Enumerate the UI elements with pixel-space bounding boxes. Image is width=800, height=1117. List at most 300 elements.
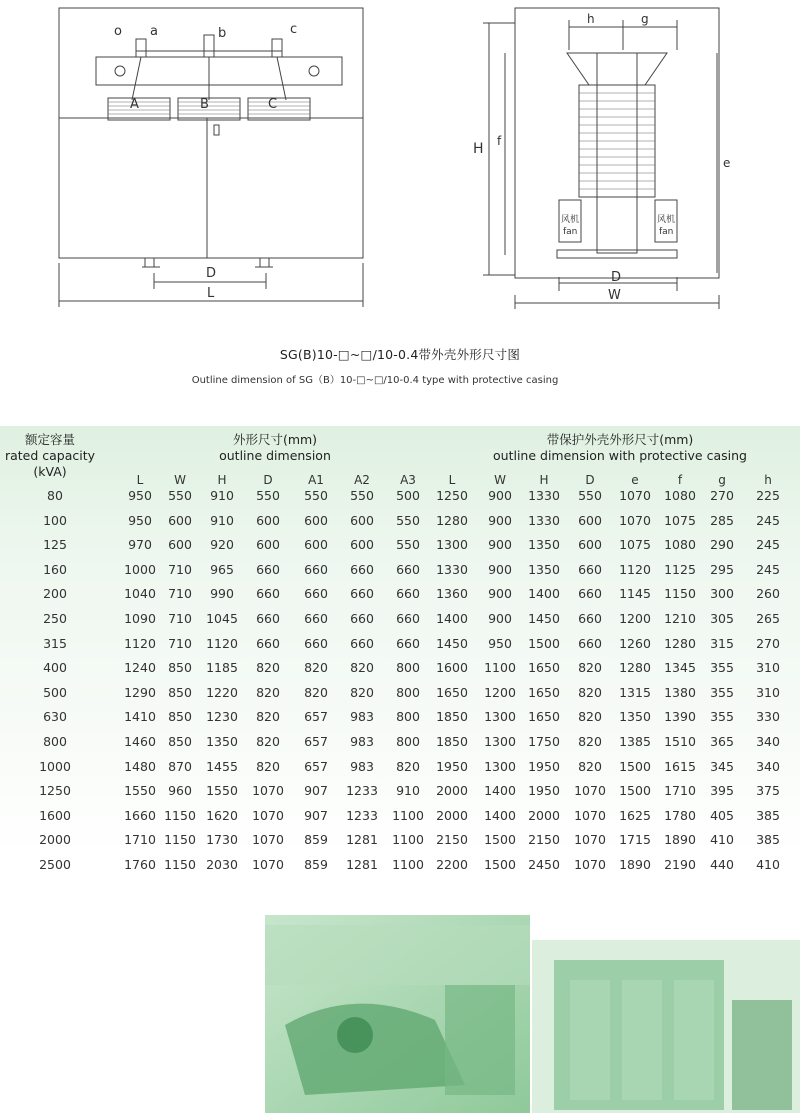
rated-capacity-cell: 100: [43, 512, 67, 528]
outline-dimension-cn: 外形尺寸(mm): [232, 432, 318, 447]
table-cell: 660: [396, 561, 420, 577]
column-header: A1: [308, 473, 324, 487]
table-cell: 1500: [619, 758, 651, 774]
table-cell: 820: [396, 758, 420, 774]
rated-capacity-cell: 2500: [39, 857, 71, 872]
table-cell: 1100: [392, 807, 424, 823]
table-cell: 1625: [619, 807, 651, 823]
table-cell: 1200: [619, 611, 651, 626]
table-cell: 660: [578, 586, 602, 602]
table-row: [0, 537, 800, 560]
table-cell: 2030: [206, 857, 238, 872]
label-f: f: [497, 134, 502, 148]
table-row: [0, 660, 800, 683]
side-view-diagram: [465, 5, 765, 310]
table-cell: 657: [304, 758, 328, 774]
figure-caption-cn: SG(B)10-□~□/10-0.4带外壳外形尺寸图: [279, 347, 521, 362]
table-cell: 1240: [124, 660, 156, 676]
table-cell: 850: [168, 709, 192, 725]
table-cell: 1330: [436, 561, 468, 577]
table-cell: 600: [256, 512, 280, 528]
table-cell: 1715: [619, 832, 651, 848]
table-cell: 600: [256, 537, 280, 553]
column-header: A3: [400, 473, 416, 487]
table-cell: 1650: [528, 684, 560, 700]
outline-dimension-header: [190, 432, 360, 464]
table-cell: 710: [168, 635, 192, 651]
label-a: a: [150, 24, 158, 39]
table-cell: 983: [350, 709, 374, 725]
table-row: [0, 734, 800, 757]
table-cell: 820: [350, 684, 374, 700]
table-cell: 660: [396, 635, 420, 651]
table-cell: 900: [488, 611, 512, 626]
table-cell: 1260: [619, 635, 651, 651]
table-cell: 1233: [346, 783, 378, 799]
table-cell: 260: [756, 586, 780, 602]
table-cell: 1145: [619, 586, 651, 602]
table-cell: 1100: [392, 857, 424, 872]
table-row: [0, 562, 800, 585]
table-cell: 550: [304, 488, 328, 503]
table-cell: 900: [488, 586, 512, 602]
table-cell: 820: [578, 758, 602, 774]
table-cell: 1450: [436, 635, 468, 651]
table-row: [0, 709, 800, 732]
rated-capacity-cell: 125: [43, 537, 67, 553]
rated-capacity-cell: 500: [43, 684, 67, 700]
casing-dimension-cn: 带保护外壳外形尺寸(mm): [546, 432, 694, 447]
table-cell: 1780: [664, 807, 696, 823]
table-cell: 820: [256, 660, 280, 676]
table-cell: 550: [168, 488, 192, 503]
label-A: A: [130, 97, 139, 112]
table-cell: 1760: [124, 857, 156, 872]
table-cell: 1330: [528, 512, 560, 528]
table-cell: 1350: [528, 537, 560, 553]
table-cell: 660: [578, 635, 602, 651]
rated-capacity-cell: 250: [43, 611, 67, 626]
fan-right-en: fan: [659, 227, 674, 237]
table-cell: 270: [756, 635, 780, 651]
table-row: [0, 832, 800, 855]
table-cell: 1410: [124, 709, 156, 725]
factory-photo-left: [265, 915, 530, 1113]
table-cell: 1280: [619, 660, 651, 676]
table-cell: 1400: [528, 586, 560, 602]
table-cell: 1125: [664, 561, 696, 577]
table-cell: 2000: [436, 807, 468, 823]
rated-capacity-cell: 630: [43, 709, 67, 725]
table-cell: 365: [710, 734, 734, 749]
table-cell: 355: [710, 709, 734, 725]
table-cell: 1150: [164, 807, 196, 823]
table-cell: 310: [756, 684, 780, 700]
table-cell: 1040: [124, 586, 156, 602]
table-cell: 1850: [436, 709, 468, 725]
table-cell: 1070: [252, 857, 284, 872]
table-cell: 950: [128, 512, 152, 528]
table-cell: 1345: [664, 660, 696, 676]
table-cell: 660: [256, 561, 280, 577]
rated-capacity-en: rated capacity: [4, 448, 96, 463]
column-header: D: [263, 473, 273, 487]
table-cell: 1950: [436, 758, 468, 774]
table-cell: 1080: [664, 488, 696, 503]
table-cell: 1220: [206, 684, 238, 700]
table-cell: 1300: [484, 709, 516, 725]
table-cell: 1500: [619, 783, 651, 799]
table-cell: 660: [304, 635, 328, 651]
table-cell: 2150: [436, 832, 468, 848]
table-cell: 2200: [436, 857, 468, 872]
table-cell: 660: [256, 611, 280, 626]
table-cell: 310: [756, 660, 780, 676]
table-cell: 1120: [619, 561, 651, 577]
table-row: [0, 808, 800, 831]
table-cell: 1070: [574, 783, 606, 799]
table-cell: 850: [168, 660, 192, 676]
table-row: [0, 513, 800, 536]
rated-capacity-header: [0, 432, 100, 480]
table-cell: 660: [350, 611, 374, 626]
table-cell: 660: [350, 586, 374, 602]
table-cell: 910: [210, 512, 234, 528]
table-cell: 1650: [528, 709, 560, 725]
table-cell: 820: [578, 709, 602, 725]
table-cell: 330: [756, 709, 780, 725]
table-cell: 300: [710, 586, 734, 602]
table-cell: 2000: [528, 807, 560, 823]
casing-dimension-en: outline dimension with protective casing: [493, 448, 747, 463]
table-cell: 1150: [664, 586, 696, 602]
rated-capacity-cell: 1000: [39, 758, 71, 774]
rated-capacity-cell: 2000: [39, 832, 71, 848]
table-cell: 1380: [664, 684, 696, 700]
table-cell: 2150: [528, 832, 560, 848]
table-cell: 1281: [346, 832, 378, 848]
table-cell: 910: [210, 488, 234, 503]
table-cell: 2000: [436, 783, 468, 799]
table-cell: 657: [304, 709, 328, 725]
table-cell: 1330: [528, 488, 560, 503]
table-cell: 910: [396, 783, 420, 799]
column-header: D: [585, 473, 595, 487]
table-cell: 1385: [619, 734, 651, 749]
table-cell: 225: [756, 488, 780, 503]
table-cell: 265: [756, 611, 780, 626]
casing-dimension-header: [450, 432, 790, 464]
table-cell: 245: [756, 512, 780, 528]
column-header: L: [136, 473, 144, 487]
table-cell: 1281: [346, 857, 378, 872]
table-cell: 600: [578, 512, 602, 528]
table-cell: 1280: [664, 635, 696, 651]
table-cell: 550: [396, 537, 420, 553]
front-view-diagram: [50, 5, 370, 310]
table-row: [0, 759, 800, 782]
table-cell: 290: [710, 537, 734, 553]
table-cell: 1230: [206, 709, 238, 725]
label-L: L: [207, 286, 215, 301]
table-cell: 600: [350, 537, 374, 553]
column-header: H: [539, 473, 549, 487]
table-cell: 600: [168, 537, 192, 553]
table-cell: 1550: [206, 783, 238, 799]
table-cell: 960: [168, 783, 192, 799]
table-cell: 1360: [436, 586, 468, 602]
column-header: f: [677, 473, 683, 487]
table-cell: 1000: [124, 561, 156, 577]
table-row: [0, 636, 800, 659]
table-cell: 710: [168, 561, 192, 577]
table-row: [0, 611, 800, 634]
table-cell: 340: [756, 734, 780, 749]
table-cell: 1185: [206, 660, 238, 676]
label-H: H: [473, 141, 484, 157]
column-header: h: [764, 473, 772, 487]
table-cell: 983: [350, 758, 374, 774]
table-cell: 1500: [528, 635, 560, 651]
table-cell: 820: [256, 734, 280, 749]
table-cell: 395: [710, 783, 734, 799]
label-h: h: [587, 12, 595, 26]
label-e: e: [723, 156, 731, 170]
rated-capacity-cell: 80: [47, 488, 63, 503]
table-cell: 1500: [484, 857, 516, 872]
column-header: g: [718, 473, 726, 487]
table-cell: 900: [488, 512, 512, 528]
table-cell: 1600: [436, 660, 468, 676]
label-b: b: [218, 26, 227, 41]
table-cell: 970: [128, 537, 152, 553]
table-cell: 600: [350, 512, 374, 528]
table-cell: 245: [756, 561, 780, 577]
table-cell: 1233: [346, 807, 378, 823]
table-cell: 1510: [664, 734, 696, 749]
table-cell: 550: [256, 488, 280, 503]
table-cell: 820: [256, 709, 280, 725]
table-cell: 1070: [252, 807, 284, 823]
table-cell: 1850: [436, 734, 468, 749]
table-cell: 1950: [528, 758, 560, 774]
table-cell: 859: [304, 857, 328, 872]
table-cell: 850: [168, 734, 192, 749]
table-cell: 315: [710, 635, 734, 651]
table-cell: 820: [304, 684, 328, 700]
table-cell: 1890: [619, 857, 651, 872]
table-cell: 1120: [124, 635, 156, 651]
table-cell: 1080: [664, 537, 696, 553]
label-D: D: [206, 266, 217, 281]
table-cell: 2190: [664, 857, 696, 872]
table-cell: 1075: [619, 537, 651, 553]
column-header: A2: [354, 473, 370, 487]
table-cell: 600: [578, 537, 602, 553]
rated-capacity-cell: 400: [43, 660, 67, 676]
column-header: W: [174, 473, 186, 487]
rated-capacity-cn: 额定容量: [24, 432, 75, 447]
table-cell: 870: [168, 758, 192, 774]
table-cell: 1400: [484, 783, 516, 799]
column-header: e: [631, 473, 639, 487]
figure-caption-en: Outline dimension of SG（B）10-□~□/10-0.4 type with protective casing: [191, 375, 559, 386]
table-cell: 1070: [619, 488, 651, 503]
rated-capacity-cell: 800: [43, 734, 67, 749]
table-cell: 285: [710, 512, 734, 528]
table-cell: 907: [304, 807, 328, 823]
table-cell: 1450: [528, 611, 560, 626]
table-cell: 1620: [206, 807, 238, 823]
table-cell: 1210: [664, 611, 696, 626]
table-cell: 1100: [484, 660, 516, 676]
table-cell: 500: [396, 488, 420, 503]
table-cell: 660: [350, 635, 374, 651]
table-row: [0, 586, 800, 609]
table-cell: 1350: [619, 709, 651, 725]
table-cell: 1315: [619, 684, 651, 700]
table-cell: 907: [304, 783, 328, 799]
table-cell: 1150: [164, 832, 196, 848]
table-cell: 405: [710, 807, 734, 823]
table-cell: 1100: [392, 832, 424, 848]
table-cell: 710: [168, 611, 192, 626]
table-cell: 1070: [574, 807, 606, 823]
fan-left-cn: 风机: [561, 215, 580, 225]
table-cell: 385: [756, 832, 780, 848]
table-cell: 1455: [206, 758, 238, 774]
table-cell: 385: [756, 807, 780, 823]
table-cell: 950: [488, 635, 512, 651]
table-cell: 710: [168, 586, 192, 602]
column-header: L: [448, 473, 456, 487]
table-cell: 410: [710, 832, 734, 848]
table-cell: 355: [710, 684, 734, 700]
table-cell: 800: [396, 660, 420, 676]
table-cell: 1200: [484, 684, 516, 700]
table-cell: 800: [396, 684, 420, 700]
rated-capacity-cell: 200: [43, 586, 67, 602]
table-cell: 800: [396, 734, 420, 749]
table-cell: 1300: [436, 537, 468, 553]
table-cell: 990: [210, 586, 234, 602]
table-cell: 1660: [124, 807, 156, 823]
table-cell: 1070: [252, 783, 284, 799]
table-cell: 1300: [484, 758, 516, 774]
column-header: H: [217, 473, 227, 487]
table-cell: 850: [168, 684, 192, 700]
outline-dimension-en: outline dimension: [219, 448, 331, 463]
table-cell: 660: [396, 611, 420, 626]
factory-photo-right: [532, 940, 800, 1113]
table-cell: 660: [578, 611, 602, 626]
table-cell: 820: [256, 684, 280, 700]
table-cell: 820: [578, 734, 602, 749]
table-cell: 660: [396, 586, 420, 602]
table-cell: 1120: [206, 635, 238, 651]
table-cell: 820: [256, 758, 280, 774]
table-cell: 375: [756, 783, 780, 799]
table-cell: 1730: [206, 832, 238, 848]
table-cell: 1300: [484, 734, 516, 749]
table-cell: 1710: [124, 832, 156, 848]
label-B: B: [200, 97, 209, 112]
table-cell: 340: [756, 758, 780, 774]
rated-capacity-unit: (kVA): [33, 464, 67, 479]
table-cell: 550: [578, 488, 602, 503]
label-D: D: [611, 270, 622, 285]
table-cell: 305: [710, 611, 734, 626]
table-cell: 820: [350, 660, 374, 676]
table-cell: 600: [304, 512, 328, 528]
label-c: c: [290, 22, 298, 37]
table-cell: 295: [710, 561, 734, 577]
table-cell: 1070: [252, 832, 284, 848]
table-cell: 1090: [124, 611, 156, 626]
rated-capacity-cell: 1600: [39, 807, 71, 823]
table-cell: 660: [256, 635, 280, 651]
table-cell: 660: [578, 561, 602, 577]
table-cell: 1070: [619, 512, 651, 528]
table-cell: 900: [488, 537, 512, 553]
table-cell: 800: [396, 709, 420, 725]
fan-right-cn: 风机: [657, 215, 676, 225]
label-o: o: [114, 24, 122, 39]
table-cell: 1390: [664, 709, 696, 725]
table-cell: 1280: [436, 512, 468, 528]
table-cell: 440: [710, 857, 734, 872]
label-C: C: [268, 97, 278, 112]
table-cell: 820: [304, 660, 328, 676]
table-cell: 1460: [124, 734, 156, 749]
table-cell: 660: [256, 586, 280, 602]
table-cell: 900: [488, 561, 512, 577]
table-cell: 550: [350, 488, 374, 503]
table-cell: 245: [756, 537, 780, 553]
table-cell: 345: [710, 758, 734, 774]
table-cell: 1250: [436, 488, 468, 503]
table-cell: 1950: [528, 783, 560, 799]
table-cell: 983: [350, 734, 374, 749]
table-cell: 1615: [664, 758, 696, 774]
table-cell: 657: [304, 734, 328, 749]
table-cell: 660: [304, 586, 328, 602]
table-cell: 1350: [206, 734, 238, 749]
table-cell: 1400: [484, 807, 516, 823]
table-cell: 1070: [574, 832, 606, 848]
column-header: W: [494, 473, 506, 487]
table-cell: 950: [128, 488, 152, 503]
table-cell: 2450: [528, 857, 560, 872]
table-cell: 1650: [436, 684, 468, 700]
table-cell: 1480: [124, 758, 156, 774]
table-cell: 1070: [574, 857, 606, 872]
table-row: [0, 857, 800, 880]
table-cell: 859: [304, 832, 328, 848]
table-cell: 600: [304, 537, 328, 553]
table-cell: 1075: [664, 512, 696, 528]
table-cell: 820: [578, 660, 602, 676]
table-cell: 1710: [664, 783, 696, 799]
table-cell: 920: [210, 537, 234, 553]
table-cell: 660: [304, 611, 328, 626]
dimension-table: [0, 426, 800, 872]
table-cell: 550: [396, 512, 420, 528]
table-cell: 1750: [528, 734, 560, 749]
table-cell: 1890: [664, 832, 696, 848]
fan-left-en: fan: [563, 227, 578, 237]
table-cell: 1045: [206, 611, 238, 626]
